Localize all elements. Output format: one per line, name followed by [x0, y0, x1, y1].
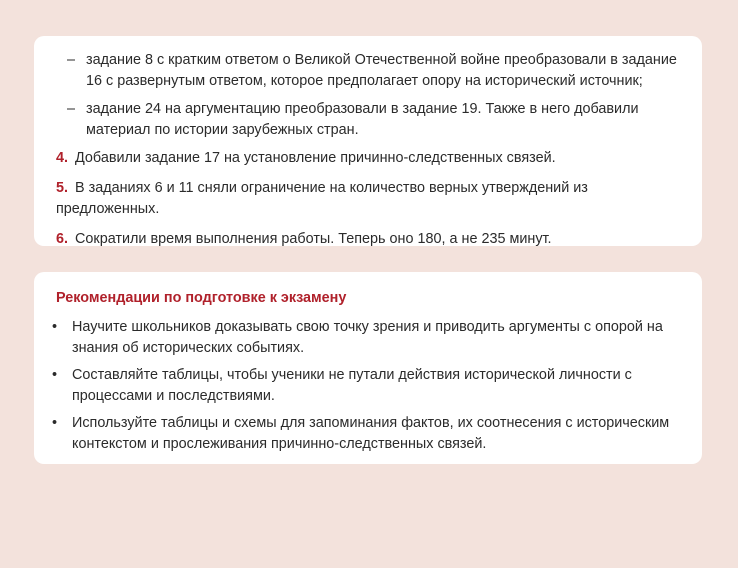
numbered-item-text: Сократили время выполнения работы. Теперь оно 180, а не 235 минут.	[75, 231, 552, 247]
dash-item	[56, 50, 680, 92]
bullet-item	[52, 317, 680, 359]
item-number: 4.	[56, 150, 69, 166]
bullet-item-text: Научите школьников доказывать свою точку зрения и приводить аргументы с опорой на знания об исторических событиях.	[72, 319, 663, 356]
exam-changes-card	[34, 36, 702, 246]
dash-item	[56, 99, 680, 141]
bullet-icon: •	[52, 415, 58, 431]
bullet-item	[52, 365, 680, 407]
bullet-item	[52, 413, 680, 455]
numbered-item	[56, 148, 680, 169]
item-number: 5.	[56, 180, 69, 196]
numbered-item-text: В заданиях 6 и 11 сняли ограничение на количество верных утверждений из предложенных.	[56, 180, 588, 217]
bullet-item-text: Составляйте таблицы, чтобы ученики не путали действия исторической личности с процессами и последствиями.	[72, 367, 632, 404]
numbered-item	[56, 178, 680, 220]
bullet-item-text: Используйте таблицы и схемы для запоминания фактов, их соотнесения с историческим контекстом и прослеживания причинно-следственных связей.	[72, 415, 670, 452]
dash-item-text: задание 8 с кратким ответом о Великой Отечественной войне преобразовали в задание 16 с развернутым ответом, которое предполагает опору на исторический источник;	[86, 52, 677, 89]
dash-marker: –	[67, 101, 76, 117]
numbered-item	[56, 229, 680, 250]
item-number: 6.	[56, 231, 69, 247]
recommendations-title: Рекомендации по подготовке к экзамену	[56, 290, 347, 306]
recommendations-card	[34, 272, 702, 464]
bullet-icon: •	[52, 319, 58, 335]
bullet-icon: •	[52, 367, 58, 383]
numbered-item-text: Добавили задание 17 на установление причинно-следственных связей.	[75, 150, 556, 166]
dash-item-text: задание 24 на аргументацию преобразовали в задание 19. Также в него добавили материал по истории зарубежных стран.	[86, 101, 639, 138]
dash-marker: –	[67, 52, 76, 68]
